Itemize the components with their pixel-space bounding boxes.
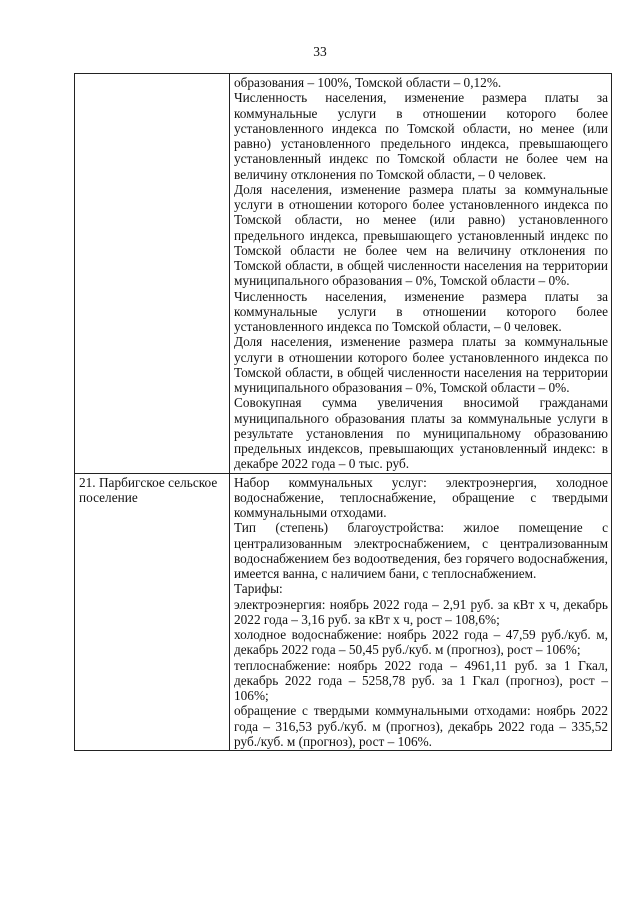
paragraph: Тип (степень) благоустройства: жилое помещение с централизованным электроснабжением, с централизованным водоснабжением без водоотведения, без горячего водоснабжения, имеется ванна, с наличием бани, с теплоснабжением. (234, 520, 608, 581)
paragraph: Доля населения, изменение размера платы за коммунальные услуги в отношении которого более установленного индекса по Томской области, в общей численности населения на территории муниципального образования – 0%, Томской области – 0%. (234, 334, 608, 395)
description-cell (230, 74, 612, 474)
paragraph: Численность населения, изменение размера платы за коммунальные услуги в отношении которого более установленного индекса по Томской области, но менее (или равно) установленного предельного индекса, превышающего установленный индекс по Томской области не более чем на величину отклонения по Томской области, – 0 человек. (234, 90, 608, 182)
paragraph: образования – 100%, Томской области – 0,12%. (234, 75, 502, 90)
description-cell (230, 473, 612, 751)
paragraph: Доля населения, изменение размера платы за коммунальные услуги в отношении которого более установленного индекса по Томской области, но менее (или равно) установленного предельного индекса, превышающего установленный индекс по Томской области не более чем на величину отклонения по Томской области, в общей численности населения на территории муниципального образования – 0%, Томской области – 0%. (234, 181, 608, 289)
paragraph: Тарифы: (234, 581, 283, 597)
paragraph: Набор коммунальных услуг: электроэнергия, холодное водоснабжение, теплоснабжение, обращение с твердыми коммунальными отходами. (234, 474, 608, 520)
paragraph: обращение с твердыми коммунальными отходами: ноябрь 2022 года – 316,53 руб./куб. м (прогноз), декабрь 2022 года – 335,52 руб./куб. м (прогноз), рост – 106%. (234, 703, 608, 749)
paragraph: холодное водоснабжение: ноябрь 2022 года – 47,59 руб./куб. м, декабрь 2022 года – 50,45 руб./куб. м (прогноз), рост – 106%; (234, 627, 608, 658)
paragraph: Совокупная сумма увеличения вносимой гражданами муниципального образования платы за коммунальные услуги в результате установления по муниципальному образованию предельных индексов, превышающих установленный индекс: в декабре 2022 года – 0 тыс. руб. (234, 395, 608, 472)
paragraph: электроэнергия: ноябрь 2022 года – 2,91 руб. за кВт х ч, декабрь 2022 года – 3,16 руб. за кВт х ч, рост – 108,6%; (234, 596, 608, 627)
paragraph: Численность населения, изменение размера платы за коммунальные услуги в отношении которого более установленного индекса по Томской области, – 0 человек. (234, 288, 608, 334)
page-number: 33 (313, 44, 327, 59)
municipality-cell: 21. Парбигское сельское поселение (75, 473, 230, 751)
municipality-cell-empty (75, 74, 230, 474)
table-row-continuation (75, 74, 612, 474)
table-row-parbig (75, 473, 612, 751)
paragraph: теплоснабжение: ноябрь 2022 года – 4961,11 руб. за 1 Гкал, декабрь 2022 года – 5258,78 руб. за 1 Гкал (прогноз), рост – 106%; (234, 657, 608, 703)
document-table (74, 73, 612, 751)
